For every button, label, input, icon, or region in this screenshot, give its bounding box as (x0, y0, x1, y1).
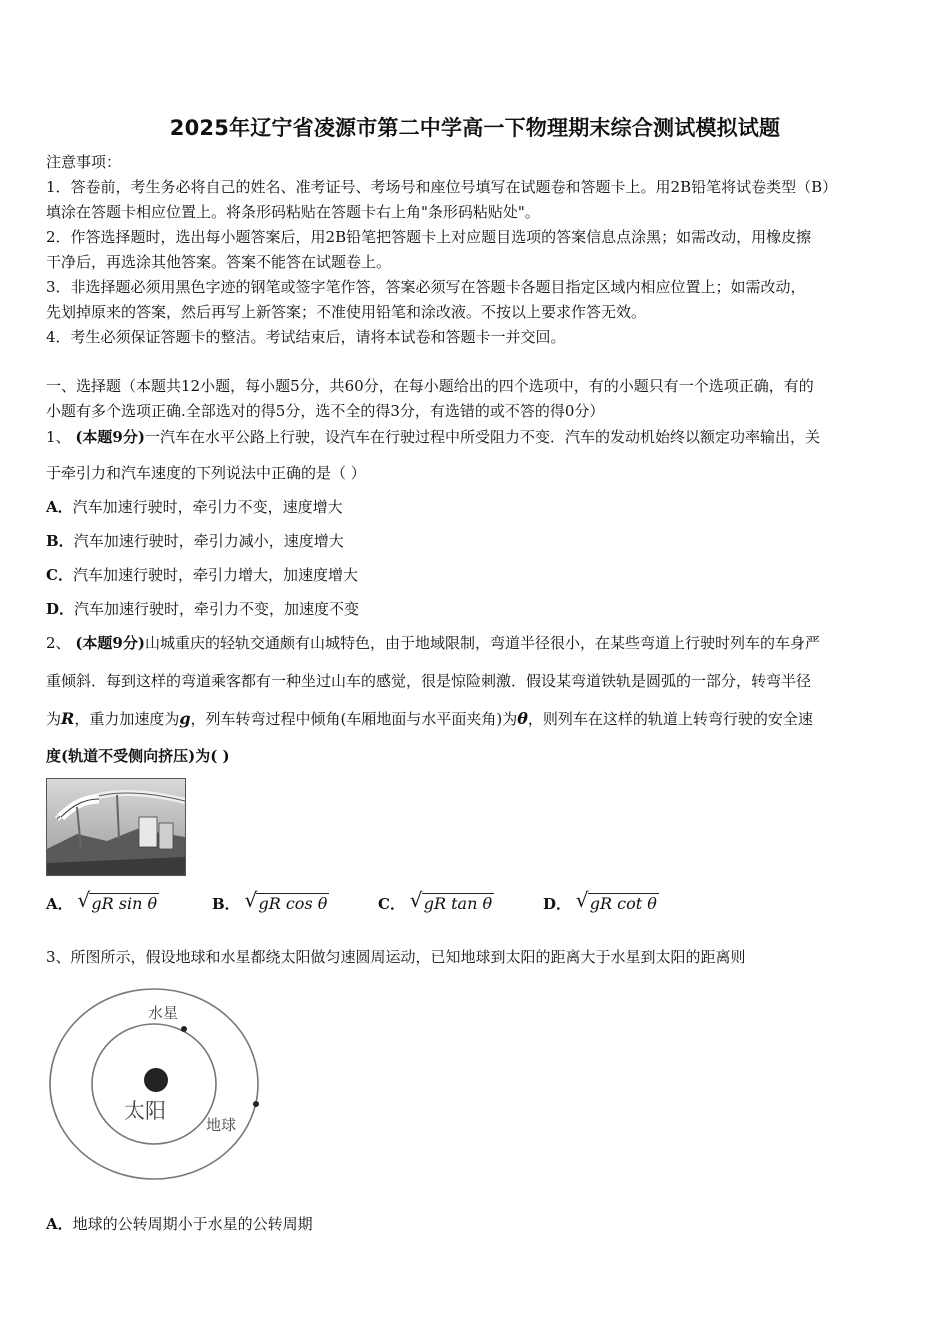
option-letter: A． (46, 1215, 73, 1233)
sun-dot (144, 1068, 168, 1092)
option-text: 汽车加速行驶时，牵引力减小，速度增大 (73, 532, 344, 550)
radical-sign: √ (575, 888, 589, 912)
question-points: (本题9分) (75, 634, 145, 652)
option-formula: gR sin θ (91, 894, 158, 913)
option-letter: A． (46, 895, 73, 913)
option-text: 汽车加速行驶时，牵引力不变，速度增大 (72, 498, 343, 516)
notice-line: 4．考生必须保证答题卡的整洁。考试结束后，请将本试卷和答题卡一并交回。 (46, 328, 566, 346)
option-letter: A． (46, 498, 73, 516)
question-points: (本题9分) (75, 428, 145, 446)
question-1-option-a[interactable] (46, 497, 908, 517)
question-3-option-a[interactable] (46, 1214, 908, 1234)
sqrt-expression (244, 888, 329, 914)
question-2-option-d[interactable] (543, 888, 659, 914)
earth-dot (253, 1101, 259, 1107)
earth-label: 地球 (206, 1116, 237, 1134)
question-1-option-b[interactable] (46, 531, 908, 551)
text-run: 为 (46, 710, 62, 728)
text-run: ，重力加速度为 (74, 710, 180, 728)
variable-theta: θ (517, 709, 528, 728)
radical-sign: √ (409, 888, 423, 912)
option-text: 汽车加速行驶时，牵引力增大，加速度增大 (72, 566, 358, 584)
question-number: 2、 (46, 634, 71, 652)
question-number: 1、 (46, 428, 71, 446)
option-formula: gR tan θ (423, 894, 493, 913)
orbit-diagram (44, 982, 274, 1186)
option-formula: gR cos θ (258, 894, 328, 913)
question-text: 山城重庆的轻轨交通颇有山城特色，由于地域限制，弯道半径很小，在某些弯道上行驶时列车的车身严 (144, 634, 820, 652)
notice-heading: 注意事项： (46, 153, 122, 171)
question-text: 一汽车在水平公路上行驶，设汽车在行驶过程中所受阻力不变．汽车的发动机始终以额定功率输出，关 (144, 428, 820, 446)
sqrt-expression (77, 888, 159, 914)
question-2-stem-cont (46, 709, 908, 729)
option-letter: C． (378, 895, 405, 913)
variable-r: R (61, 709, 75, 728)
notice-line: 填涂在答题卡相应位置上。将条形码粘贴在答题卡右上角"条形码粘贴处"。 (46, 203, 540, 221)
monorail-photo-graphic (47, 779, 185, 875)
question-2-stem (46, 633, 908, 653)
option-letter: C． (46, 566, 73, 584)
question-2-stem-cont: 重倾斜．每到这样的弯道乘客都有一种坐过山车的感觉，很是惊险刺激．假设某弯道铁轨是圆弧的一部分，转弯半径 (46, 672, 812, 690)
question-1-stem-cont: 于牵引力和汽车速度的下列说法中正确的是（ ） (46, 464, 366, 482)
question-2-option-b[interactable] (212, 888, 329, 914)
page-title: 2025年辽宁省凌源市第二中学高一下物理期末综合测试模拟试题 (169, 116, 781, 140)
notice-line: 2．作答选择题时，选出每小题答案后，用2B铅笔把答题卡上对应题目选项的答案信息点涂黑；如需改动，用橡皮擦 (46, 228, 812, 246)
mercury-label: 水星 (148, 1004, 179, 1022)
notice-line: 3．非选择题必须用黑色字迹的钢笔或签字笔作答，答案必须写在答题卡各题目指定区域内相应位置上；如需改动， (46, 278, 806, 296)
variable-g: g (179, 709, 191, 728)
option-letter: D． (46, 600, 75, 618)
question-1-option-c[interactable] (46, 565, 908, 585)
question-1-stem (46, 427, 908, 447)
section-header: 小题有多个选项正确.全部选对的得5分，选不全的得3分，有选错的或不答的得0分） (46, 402, 605, 420)
option-formula: gR cot θ (589, 894, 657, 913)
notice-line: 1．答卷前，考生务必将自己的姓名、准考证号、考场号和座位号填写在试题卷和答题卡上。用2B铅笔将试卷类型（B） (46, 178, 838, 196)
radical-sign: √ (244, 888, 258, 912)
sun-label: 太阳 (124, 1099, 166, 1123)
question-2-stem-cont: 度(轨道不受侧向挤压)为( ) (46, 747, 230, 765)
text-run: ，则列车在这样的轨道上转弯行驶的安全速 (527, 710, 813, 728)
sqrt-expression (575, 888, 659, 914)
option-letter: B． (212, 895, 240, 913)
notice-line: 干净后，再选涂其他答案。答案不能答在试题卷上。 (46, 253, 392, 271)
question-1-option-d[interactable] (46, 599, 908, 619)
option-text: 汽车加速行驶时，牵引力不变，加速度不变 (74, 600, 360, 618)
sqrt-expression (409, 888, 494, 914)
question-2-option-a[interactable] (46, 888, 159, 914)
option-letter: D． (543, 895, 572, 913)
notice-line: 先划掉原来的答案，然后再写上新答案；不准使用铅笔和涂改液。不按以上要求作答无效。 (46, 303, 647, 321)
monorail-photo (46, 778, 186, 876)
mercury-dot (181, 1026, 187, 1032)
radical-sign: √ (77, 888, 91, 912)
question-2-option-c[interactable] (378, 888, 494, 914)
question-3-stem: 3、所图所示，假设地球和水星都绕太阳做匀速圆周运动，已知地球到太阳的距离大于水星到太阳的距离则 (46, 948, 746, 966)
text-run: ，列车转弯过程中倾角(车厢地面与水平面夹角)为 (190, 710, 518, 728)
option-letter: B． (46, 532, 74, 550)
section-header: 一、选择题（本题共12小题，每小题5分，共60分，在每小题给出的四个选项中，有的小题只有一个选项正确，有的 (46, 377, 814, 395)
option-text: 地球的公转周期小于水星的公转周期 (72, 1215, 313, 1233)
